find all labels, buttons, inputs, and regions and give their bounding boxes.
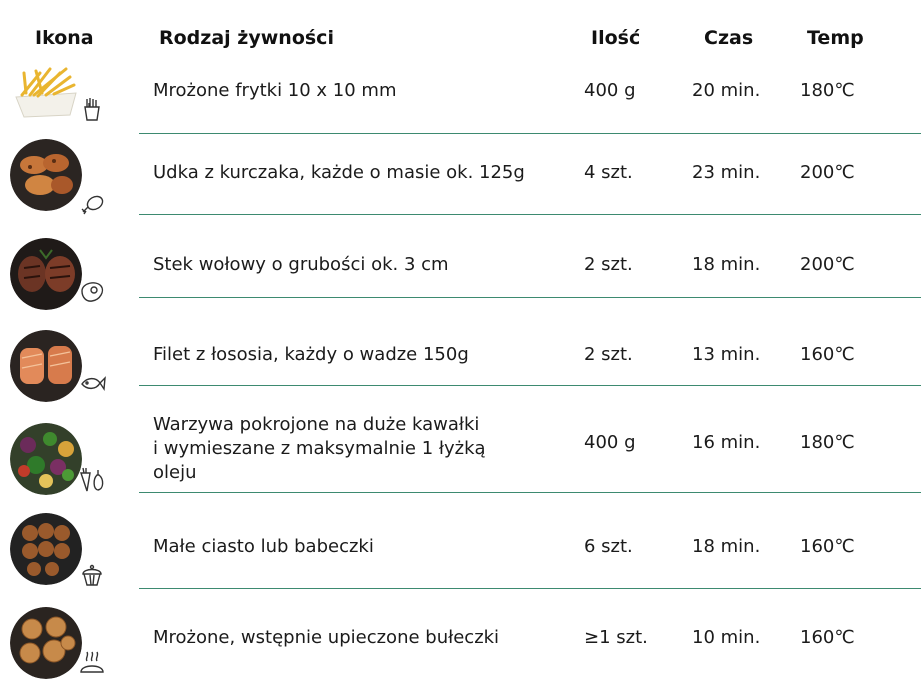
header-time: Czas	[704, 27, 754, 49]
chicken-leg-icon	[78, 187, 106, 215]
quantity: 4 szt.	[584, 162, 633, 183]
table-row	[0, 215, 921, 297]
header-icon: Ikona	[35, 27, 94, 49]
header-qty: Ilość	[591, 27, 641, 49]
food-name: Mrożone frytki 10 x 10 mm	[153, 80, 397, 101]
rolls-photo	[10, 607, 82, 679]
temperature: 200℃	[800, 254, 855, 275]
table-row	[0, 297, 921, 385]
row-divider	[139, 133, 921, 134]
food-name: Warzywa pokrojone na duże kawałki i wymieszane z maksymalnie 1 łyżką oleju	[153, 414, 486, 483]
table-header	[0, 0, 921, 60]
cooking-time: 18 min.	[692, 536, 761, 557]
temperature: 180℃	[800, 432, 855, 453]
header-food: Rodzaj żywności	[159, 27, 334, 49]
quantity: ≥1 szt.	[584, 627, 648, 648]
quantity: 2 szt.	[584, 254, 633, 275]
cooking-time: 16 min.	[692, 432, 761, 453]
table-row	[0, 55, 921, 135]
temperature: 200℃	[800, 162, 855, 183]
quantity: 6 szt.	[584, 536, 633, 557]
temperature: 160℃	[800, 344, 855, 365]
food-name: Udka z kurczaka, każde o masie ok. 125g	[153, 162, 525, 183]
food-name: Małe ciasto lub babeczki	[153, 536, 374, 557]
fries-icon	[78, 95, 106, 123]
quantity: 400 g	[584, 80, 636, 101]
vegetables-icon	[78, 465, 106, 493]
bread-icon	[78, 648, 106, 676]
table-row	[0, 385, 921, 493]
table-row	[0, 589, 921, 678]
header-temp: Temp	[807, 27, 864, 49]
cooking-time: 10 min.	[692, 627, 761, 648]
cooking-time: 13 min.	[692, 344, 761, 365]
chicken-photo	[10, 139, 82, 211]
food-name: Stek wołowy o grubości ok. 3 cm	[153, 254, 449, 275]
muffins-photo	[10, 513, 82, 585]
table-row	[0, 135, 921, 215]
table-row	[0, 493, 921, 589]
fries-photo	[10, 59, 82, 131]
temperature: 160℃	[800, 627, 855, 648]
temperature: 180℃	[800, 80, 855, 101]
cooking-time: 20 min.	[692, 80, 761, 101]
cooking-time: 18 min.	[692, 254, 761, 275]
food-name: Mrożone, wstępnie upieczone bułeczki	[153, 627, 500, 648]
food-name: Filet z łososia, każdy o wadze 150g	[153, 344, 469, 365]
muffin-icon	[78, 560, 106, 588]
temperature: 160℃	[800, 536, 855, 557]
cooking-time: 23 min.	[692, 162, 761, 183]
vegetables-photo	[10, 423, 82, 495]
quantity: 2 szt.	[584, 344, 633, 365]
quantity: 400 g	[584, 432, 636, 453]
